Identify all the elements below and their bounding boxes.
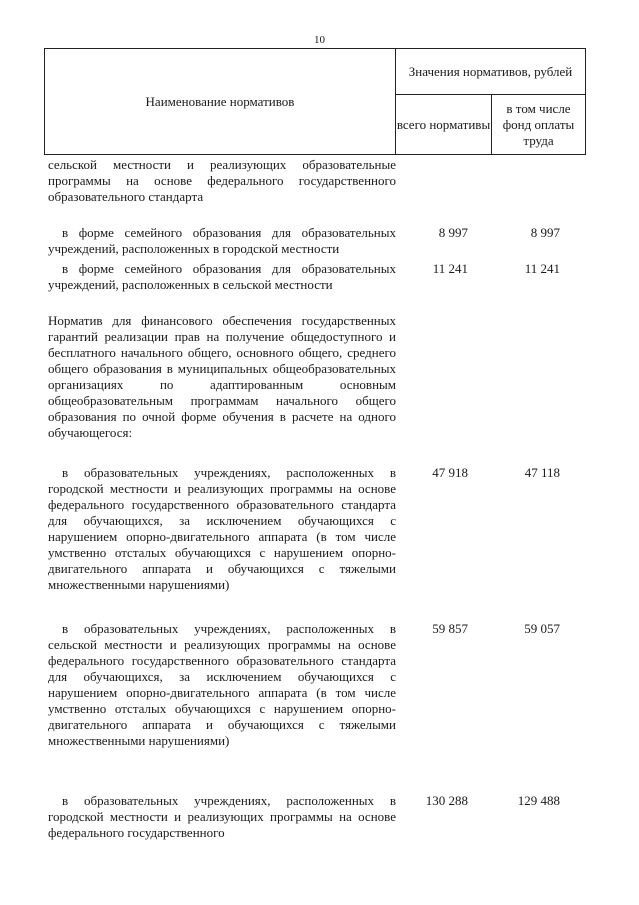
header-name-column: Наименование нормативов [45,49,396,154]
table-row-total: 47 918 [432,465,468,480]
table-row-text: сельской местности и реализующих образовательные программы на основе федерального государственного образовательного стандарта [48,157,396,204]
header-total-column: всего нормативы [396,95,492,154]
table-row-total: 59 857 [432,621,468,636]
table-row-text: в форме семейного образования для образовательных учреждений, расположенных в сельской местности [48,261,396,292]
table-row-text: в образовательных учреждениях, расположенных в сельской местности и реализующих программы на основе федерального государственного образовательного стандарта для обучающихся, за исключением обучающихся с нарушением опорно-двигательного аппарата (в том числе умственно отсталых обучающихся с нарушением опорно-двигательного аппарата и обучающихся с тяжелыми множественными нарушениями) [48,621,396,748]
header-fund-column: в том числе фонд оплаты труда [502,100,575,148]
table-row-fund: 11 241 [524,261,560,276]
table-row-total: 130 288 [425,793,468,808]
table-row-fund: 59 057 [524,621,560,636]
table-row-fund: 47 118 [524,465,560,480]
table-row-total: 8 997 [438,225,468,240]
table-row-text: в образовательных учреждениях, расположенных в городской местности и реализующих программы на основе федерального государственного [48,793,396,840]
table-row-text: Норматив для финансового обеспечения государственных гарантий реализации прав на получение общедоступного и бесплатного начального общего, основного общего, среднего общего образования в муниципальных общеобразовательных организациях по адаптированным основным общеобразовательным программам начального общего образования по очной форме обучения в расчете на одного обучающегося: [48,313,396,440]
table-row-text: в образовательных учреждениях, расположенных в городской местности и реализующих программы на основе федерального государственного образовательного стандарта для обучающихся, за исключением обучающихся с нарушением опорно-двигательного аппарата (в том числе умственно отсталых обучающихся с нарушением опорно-двигательного аппарата и обучающихся с тяжелыми множественными нарушениями) [48,465,396,592]
table-row-total: 11 241 [432,261,468,276]
table-row-text: в форме семейного образования для образовательных учреждений, расположенных в городской местности [48,225,396,256]
table-row-fund: 8 997 [530,225,560,240]
page-number: 10 [314,34,325,46]
header-values-column: Значения нормативов, рублей [396,49,585,95]
table-row-fund: 129 488 [517,793,560,808]
